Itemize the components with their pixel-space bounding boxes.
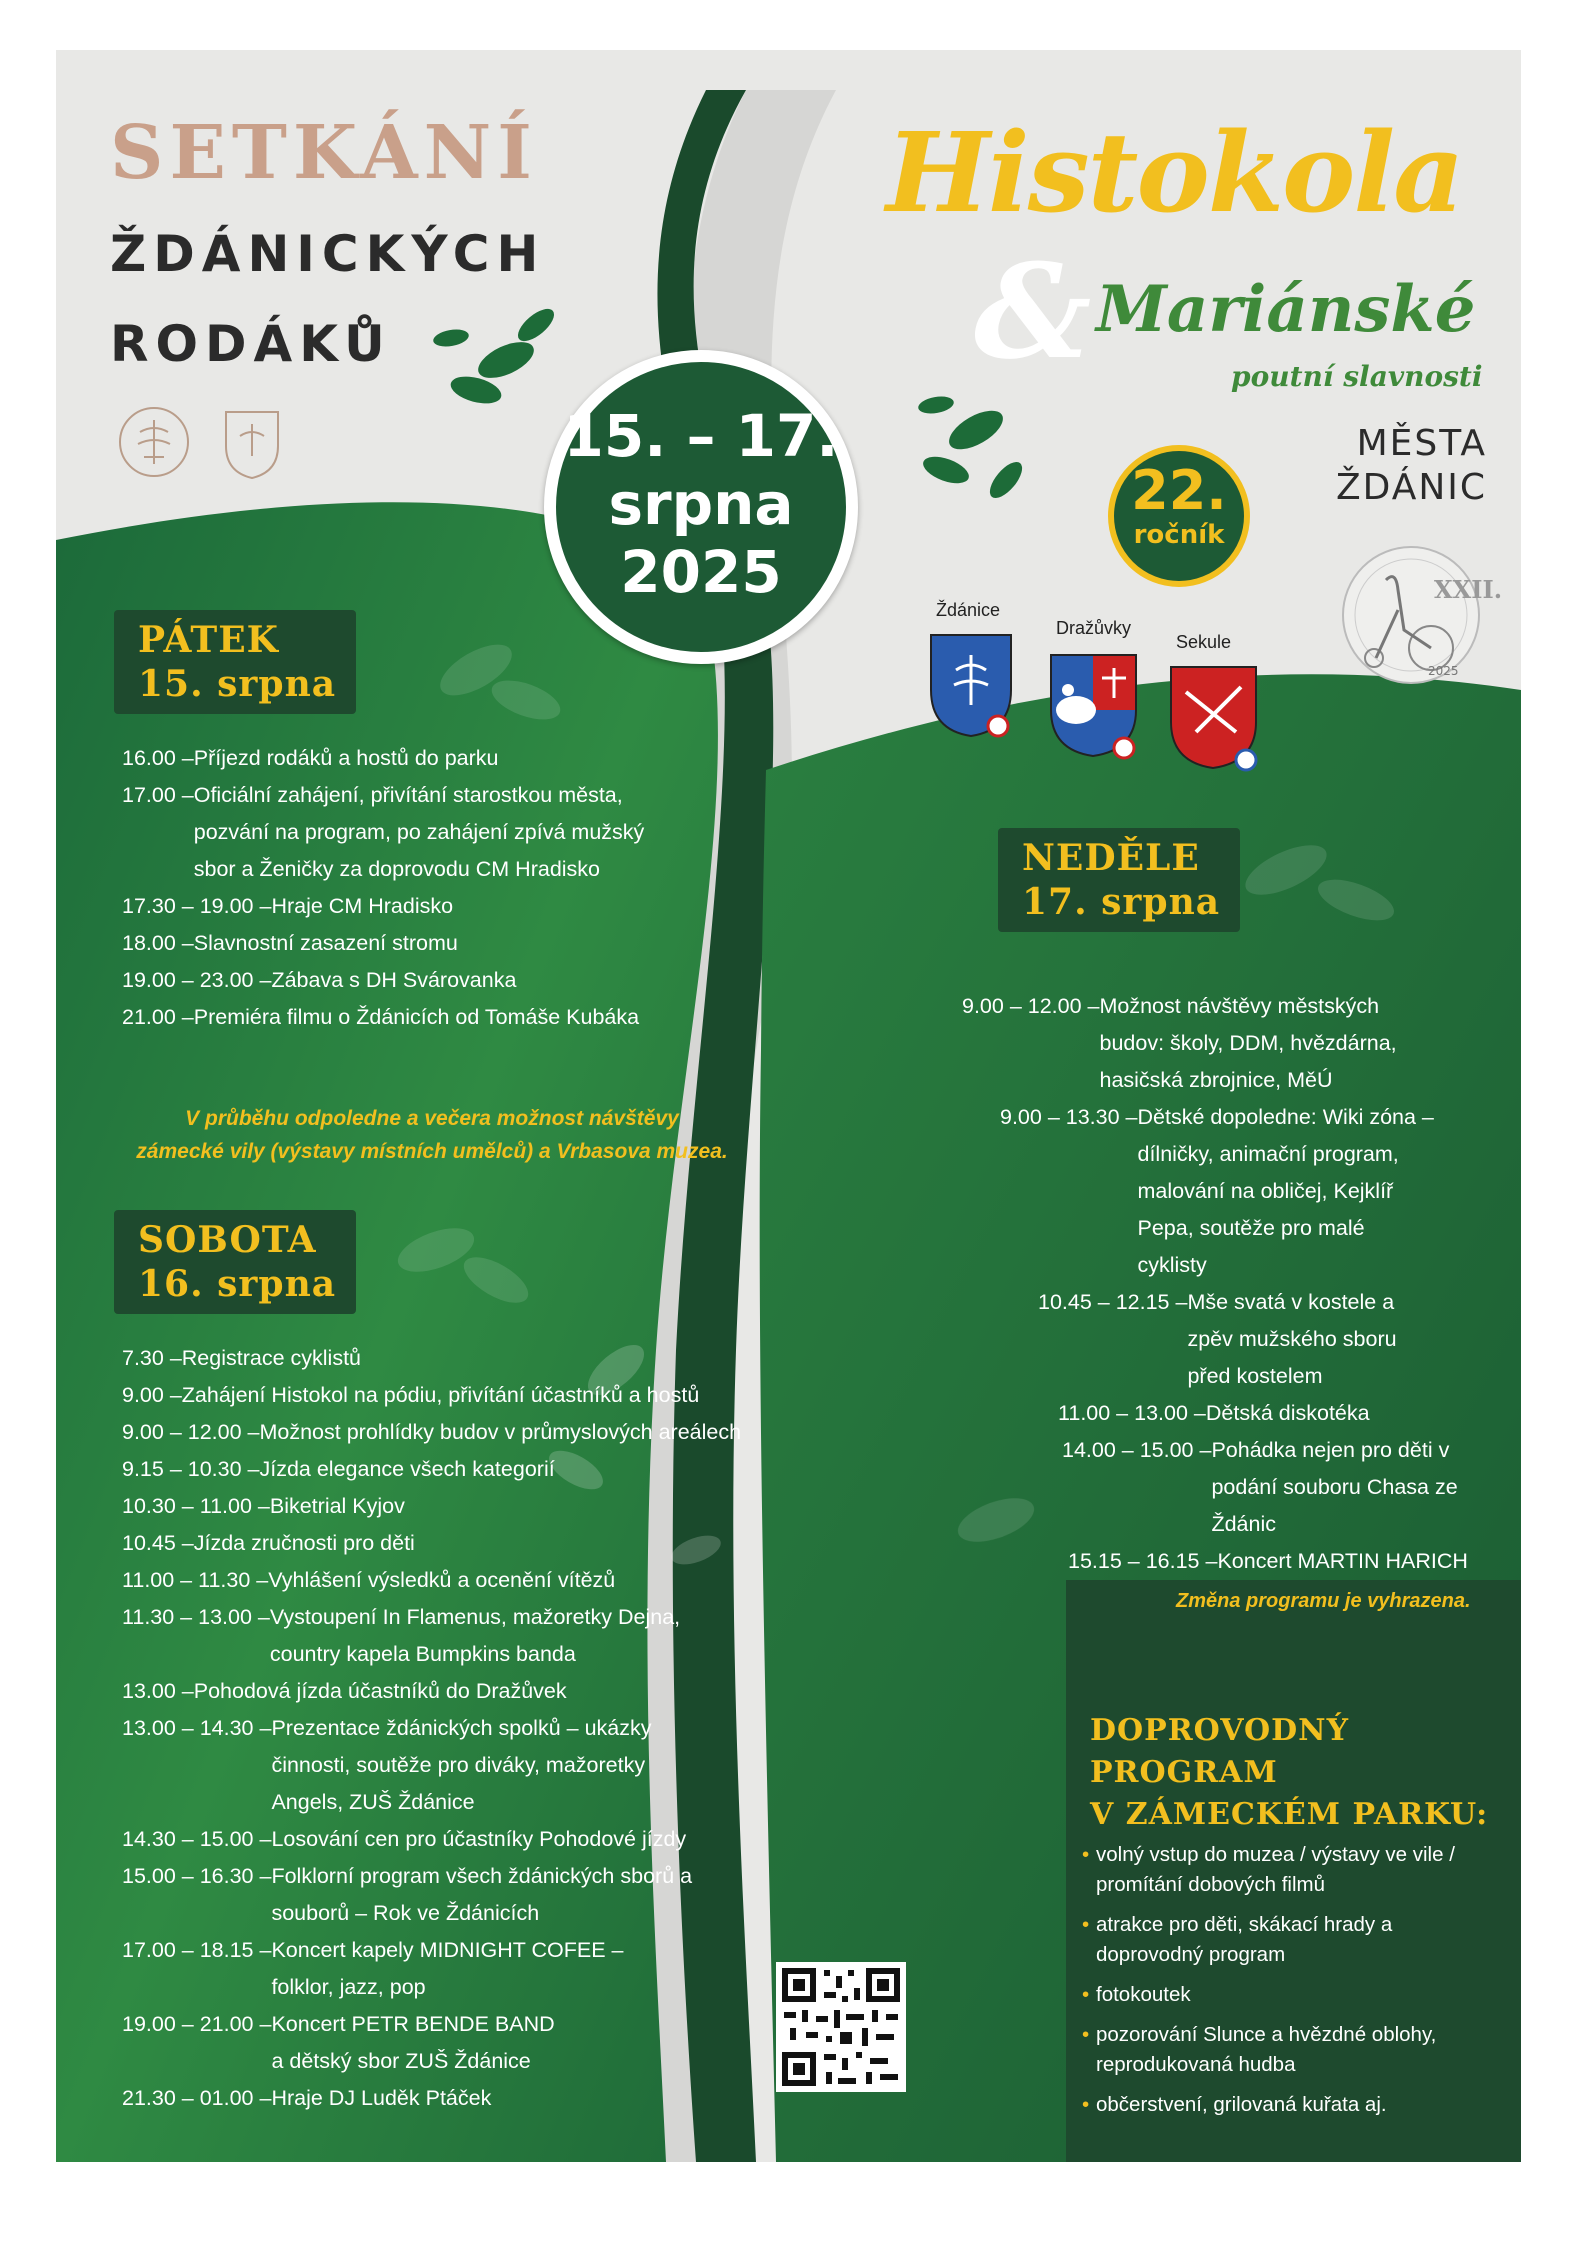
item-time: 9.00 – 13.30 –: [1000, 1105, 1138, 1129]
date-line-2: srpna: [608, 470, 794, 538]
item-desc: Jízda zručnosti pro děti: [193, 1531, 415, 1555]
sunday-day: NEDĚLE: [1022, 837, 1200, 879]
item-time: 17.00 – 18.15 –: [122, 1938, 272, 1962]
list-item: [122, 1488, 822, 1525]
list-item: [122, 1710, 822, 1821]
sunday-list: [962, 988, 1522, 1580]
item-time: 9.00 –: [122, 1383, 182, 1407]
list-item: [962, 988, 1522, 1099]
item-time: 7.30 –: [122, 1346, 182, 1370]
list-item: [122, 1377, 822, 1414]
item-time: 19.00 – 23.00 –: [122, 968, 272, 992]
item-desc: Koncert MARTIN HARICH: [1217, 1549, 1468, 1573]
item-time: 18.00 –: [122, 931, 194, 955]
title-histokola: Histokola: [886, 108, 1463, 237]
doprovodny-list: [1082, 1840, 1482, 2130]
item-desc: Zábava s DH Svárovanka: [271, 968, 517, 992]
date-line-1: 15. – 17.: [563, 402, 839, 470]
rocnik-badge: [1108, 445, 1250, 587]
item-desc: Koncert kapely MIDNIGHT COFEE – folklor, jazz, pop: [271, 1938, 624, 1999]
item-desc: Hraje CM Hradisko: [271, 894, 454, 918]
list-item: [122, 1821, 822, 1858]
item-time: 13.00 – 14.30 –: [122, 1716, 272, 1740]
item-time: 10.30 – 11.00 –: [122, 1494, 270, 1518]
list-item: [122, 925, 762, 962]
item-time: 11.00 – 13.00 –: [1058, 1401, 1206, 1425]
item-desc: Slavnostní zasazení stromu: [193, 931, 458, 955]
mesta-zdanic: [1336, 422, 1487, 510]
list-item: [122, 1414, 822, 1451]
list-item: [122, 1340, 822, 1377]
item-desc: Příjezd rodáků a hostů do parku: [193, 746, 499, 770]
item-time: 21.30 – 01.00 –: [122, 2086, 272, 2110]
friday-list: [122, 740, 762, 1036]
sekule-coat-icon: [1166, 662, 1261, 772]
item-time: 9.00 – 12.00 –: [962, 994, 1100, 1018]
list-item: [962, 1284, 1522, 1395]
friday-note-line-2: zámecké vily (výstavy místních umělců) a Vrbasova muzea.: [136, 1140, 728, 1163]
list-item: • atrakce pro děti, skákací hrady a doprovodný program: [1082, 1910, 1482, 1970]
saturday-date: 16. srpna: [138, 1263, 337, 1305]
drazuvky-coat-icon: [1046, 650, 1141, 760]
list-item: [122, 888, 762, 925]
item-desc: Vyhlášení výsledků a ocenění vítězů: [268, 1568, 616, 1592]
list-item: • pozorování Slunce a hvězdné oblohy, reprodukovaná hudba: [1082, 2020, 1482, 2080]
item-time: 11.30 – 13.00 –: [122, 1605, 270, 1629]
item-time: 19.00 – 21.00 –: [122, 2012, 272, 2036]
change-note: Změna programu je vyhrazena.: [1176, 1590, 1471, 1612]
list-item: [122, 1932, 822, 2006]
coa-label-zdanice: Ždánice: [936, 600, 1001, 620]
friday-date: 15. srpna: [138, 663, 337, 705]
list-item: [962, 1432, 1522, 1543]
list-item: • volný vstup do muzea / výstavy ve vile / promítání dobových filmů: [1082, 1840, 1482, 1900]
list-item: [122, 2080, 822, 2117]
logo-roman: XXII.: [1434, 575, 1503, 604]
sunday-heading: [998, 828, 1240, 932]
title-marianske: Mariánské: [1096, 272, 1476, 347]
rocnik-word: ročník: [1133, 520, 1225, 550]
list-item: [122, 1525, 822, 1562]
histokola-logo-icon: [1336, 540, 1503, 690]
subtitle-poutni: poutní slavnosti: [1231, 360, 1483, 393]
saturday-day: SOBOTA: [138, 1219, 317, 1261]
saturday-list: [122, 1340, 822, 2117]
item-desc: Pohádka nejen pro děti v podání souboru Chasa ze Ždánic: [1211, 1438, 1458, 1536]
rocnik-number: 22.: [1131, 459, 1227, 522]
poster: [56, 50, 1521, 2162]
friday-note-line-1: V průběhu odpoledne a večera možnost návštěvy: [185, 1107, 679, 1130]
item-desc: Oficiální zahájení, přivítání starostkou města, pozvání na program, po zahájení zpívá mužský sbor a Ženičky za doprovodu CM Hradisko: [193, 783, 645, 881]
doprovodny-title-1: DOPROVODNÝ PROGRAM: [1090, 1713, 1349, 1790]
list-item: [122, 1858, 822, 1932]
list-item: [122, 1599, 822, 1673]
item-time: 14.00 – 15.00 –: [1062, 1438, 1212, 1462]
item-desc: Možnost návštěvy městských budov: školy, DDM, hvězdárna, hasičská zbrojnice, MěÚ: [1099, 994, 1397, 1092]
list-item: [122, 1562, 822, 1599]
friday-heading: [114, 610, 356, 714]
coa-label-sekule: Sekule: [1176, 632, 1232, 652]
item-desc: Pohodová jízda účastníků do Dražůvek: [193, 1679, 567, 1703]
coa-label-drazuvky: Dražůvky: [1056, 618, 1132, 638]
item-desc: Premiéra filmu o Ždánicích od Tomáše Kubáka: [193, 1005, 640, 1029]
item-desc: Možnost prohlídky budov v průmyslových areálech: [259, 1420, 742, 1444]
item-time: 10.45 – 12.15 –: [1038, 1290, 1188, 1314]
item-time: 13.00 –: [122, 1679, 194, 1703]
logo-year: 2025: [1428, 664, 1459, 678]
title-zdanickych: ŽDÁNICKÝCH: [110, 225, 546, 283]
item-time: 15.15 – 16.15 –: [1068, 1549, 1218, 1573]
title-ampersand: &: [974, 235, 1092, 388]
list-item: • fotokoutek: [1082, 1980, 1482, 2010]
item-desc: Vystoupení In Flamenus, mažoretky Dejna, country kapela Bumpkins banda: [269, 1605, 681, 1666]
item-desc: Registrace cyklistů: [181, 1346, 362, 1370]
item-desc: Hraje DJ Luděk Ptáček: [271, 2086, 492, 2110]
list-item: [962, 1099, 1522, 1284]
item-desc: Mše svatá v kostele a zpěv mužského sboru před kostelem: [1187, 1290, 1397, 1388]
item-desc: Dětská diskotéka: [1205, 1401, 1370, 1425]
item-time: 10.45 –: [122, 1531, 194, 1555]
item-desc: Dětské dopoledne: Wiki zóna – dílničky, animační program, malování na obličej, Kejklíř Pepa, soutěže pro malé cyklisty: [1137, 1105, 1434, 1277]
mesta-line: MĚSTA: [1356, 423, 1488, 464]
friday-day: PÁTEK: [138, 619, 279, 661]
item-time: 14.30 – 15.00 –: [122, 1827, 272, 1851]
title-setkani: SETKÁNÍ: [110, 110, 538, 196]
list-item: [122, 962, 762, 999]
item-time: 17.30 – 19.00 –: [122, 894, 272, 918]
list-item: [122, 1451, 822, 1488]
list-item: • občerstvení, grilovaná kuřata aj.: [1082, 2090, 1482, 2120]
sunday-date: 17. srpna: [1022, 881, 1221, 923]
list-item: [122, 777, 762, 888]
item-desc: Koncert PETR BENDE BAND a dětský sbor ZUŠ Ždánice: [271, 2012, 555, 2073]
item-time: 21.00 –: [122, 1005, 194, 1029]
doprovodny-title-2: V ZÁMECKÉM PARKU:: [1090, 1797, 1489, 1832]
doprovodny-title: [1090, 1710, 1521, 1836]
item-time: 9.15 – 10.30 –: [122, 1457, 260, 1481]
item-desc: Folklorní program všech ždánických sborů a souborů – Rok ve Ždánicích: [271, 1864, 693, 1925]
item-desc: Prezentace ždánických spolků – ukázky činnosti, soutěže pro diváky, mažoretky Angels, ZUŠ Ždánice: [271, 1716, 652, 1814]
item-time: 17.00 –: [122, 783, 194, 807]
friday-note: [122, 1102, 742, 1168]
qr-code-icon[interactable]: [776, 1962, 906, 2092]
item-desc: Jízda elegance všech kategorií: [259, 1457, 555, 1481]
list-item: [122, 740, 762, 777]
list-item: [122, 2006, 822, 2080]
list-item: [122, 999, 762, 1036]
item-desc: Zahájení Histokol na pódiu, přivítání účastníků a hostů: [181, 1383, 700, 1407]
date-badge: [544, 350, 858, 664]
item-desc: Losování cen pro účastníky Pohodové jízdy: [271, 1827, 687, 1851]
zdanic-line: ŽDÁNIC: [1336, 467, 1488, 508]
item-desc: Biketrial Kyjov: [269, 1494, 405, 1518]
saturday-heading: [114, 1210, 356, 1314]
item-time: 15.00 – 16.30 –: [122, 1864, 272, 1888]
list-item: [962, 1543, 1522, 1580]
list-item: [122, 1673, 822, 1710]
date-line-3: 2025: [620, 538, 782, 606]
title-rodaku: RODÁKŮ: [110, 315, 392, 373]
item-time: 16.00 –: [122, 746, 194, 770]
list-item: [962, 1395, 1522, 1432]
item-time: 9.00 – 12.00 –: [122, 1420, 260, 1444]
zdanice-coat-icon: [926, 630, 1016, 740]
emblems-icon: [116, 402, 286, 482]
item-time: 11.00 – 11.30 –: [122, 1568, 269, 1592]
